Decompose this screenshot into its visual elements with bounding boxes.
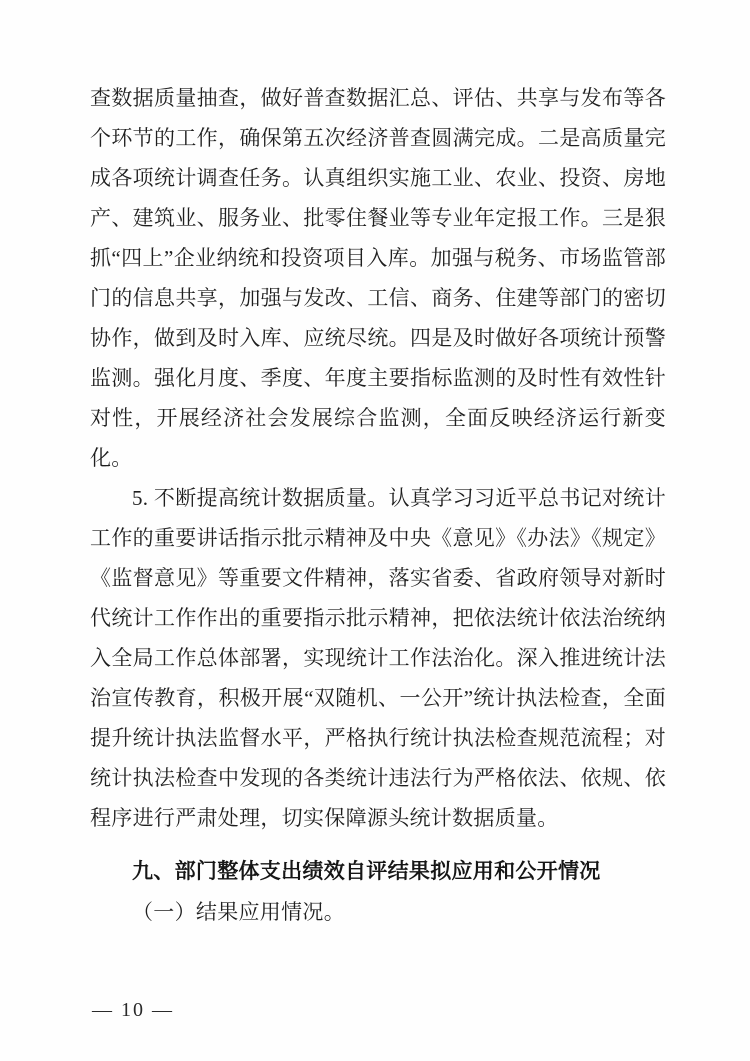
body-paragraph-item-5: 5. 不断提高统计数据质量。认真学习习近平总书记对统计工作的重要讲话指示批示精神及中央《意见》《办法》《规定》《监督意见》等重要文件精神，落实省委、省政府领导对新时代统计工作作出的重要指示批示精神，把依法统计依法治统纳入全局工作总体部署，实现统计工作法治化。深入推进统计法治宣传教育，积极开展“双随机、一公开”统计执法检查，全面提升统计执法监督水平，严格执行统计执法检查规范流程；对统计执法检查中发现的各类统计违法行为严格依法、依规、依程序进行严肃处理，切实保障源头统计数据质量。 [90, 486, 666, 830]
page-number: — 10 — [92, 999, 174, 1021]
body-paragraph-continuation: 查数据质量抽查，做好普查数据汇总、评估、共享与发布等各个环节的工作，确保第五次经济普查圆满完成。二是高质量完成各项统计调查任务。认真组织实施工业、农业、投资、房地产、建筑业、服务业、批零住餐业等专业年定报工作。三是狠抓“四上”企业纳统和投资项目入库。加强与税务、市场监管部门的信息共享，加强与发改、工信、商务、住建等部门的密切协作，做到及时入库、应统尽统。四是及时做好各项统计预警监测。强化月度、季度、年度主要指标监测的及时性有效性针对性，开展经济社会发展综合监测，全面反映经济运行新变化。 [90, 86, 666, 470]
page-content [90, 78, 666, 932]
sub-section-heading: （一）结果应用情况。 [132, 900, 345, 924]
section-heading: 九、部门整体支出绩效自评结果拟应用和公开情况 [132, 860, 601, 883]
